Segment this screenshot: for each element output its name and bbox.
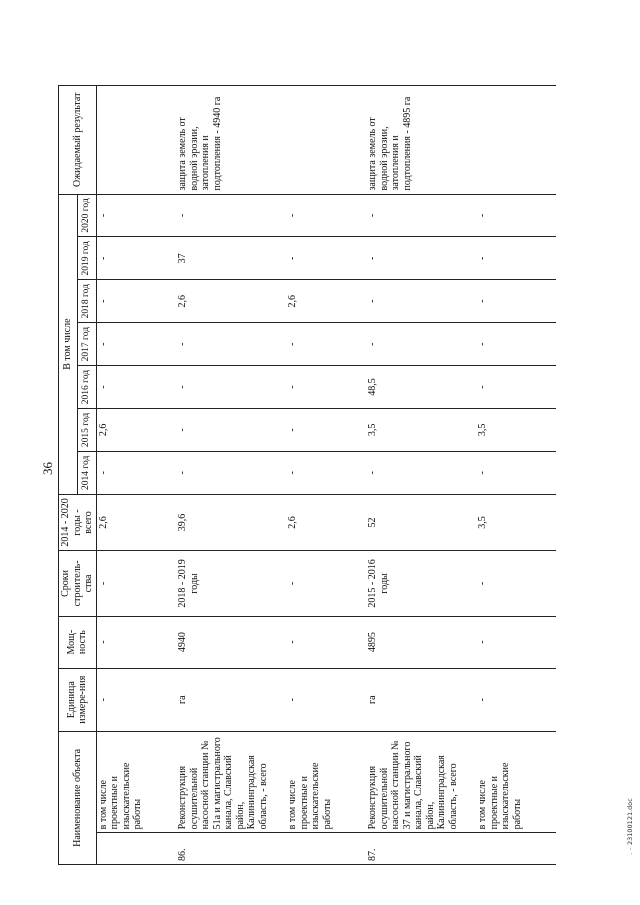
capacity: - [476,616,556,668]
expected-result: защита земель от водной эрозии, затопления и подтопления - 4940 га [176,86,286,195]
expected-result: защита земель от водной эрозии, затопления и подтопления - 4895 га [366,86,476,195]
expected-result [96,86,176,195]
header-total: 2014 - 2020 годы - всего [59,494,97,550]
year-value: - [96,237,176,280]
header-object-name: Наименование объекта [59,731,97,864]
year-value: - [476,237,556,280]
year-value: 2,6 [96,408,176,451]
row-number [286,833,366,865]
year-value: - [366,237,476,280]
year-value: - [96,451,176,494]
terms: - [286,551,366,616]
row-number [96,833,176,865]
header-year-2015: 2015 год [78,408,96,451]
capacity: 4895 [366,616,476,668]
table-row [476,86,556,865]
year-value: 37 [176,237,286,280]
header-construction-terms: Сроки строитель-ства [59,551,97,616]
scan-mark: · ⁻ [628,847,636,855]
year-value: - [366,323,476,366]
unit: га [176,668,286,731]
year-value: 3,5 [476,408,556,451]
object-name: в том числе проектные и изыскательские работы [476,731,556,833]
year-value: - [476,280,556,323]
row-number: 87. [366,833,476,865]
year-value: - [286,237,366,280]
capacity: 4940 [176,616,286,668]
year-value: - [176,323,286,366]
year-value: - [476,451,556,494]
header-unit: Единица измере-ния [59,668,97,731]
unit: - [476,668,556,731]
year-value: - [286,323,366,366]
header-year-2016: 2016 год [78,366,96,409]
table-row [286,86,366,865]
terms: 2015 - 2016 годы [366,551,476,616]
year-value: - [476,194,556,237]
total: 52 [366,494,476,550]
year-value: - [96,366,176,409]
year-value: 2,6 [176,280,286,323]
year-value: - [476,323,556,366]
header-in-that-number: В том числе [59,194,78,494]
table-row [366,86,476,865]
table-row [96,86,176,865]
year-value: - [176,194,286,237]
terms: 2018 - 2019 годы [176,551,286,616]
year-value: - [96,280,176,323]
total: 2,6 [96,494,176,550]
expected-result [286,86,366,195]
object-name: в том числе проектные и изыскательские работы [96,731,176,833]
unit: га [366,668,476,731]
header-year-2018: 2018 год [78,280,96,323]
year-value: - [176,451,286,494]
year-value: - [96,323,176,366]
capacity: - [96,616,176,668]
terms: - [476,551,556,616]
table-row [176,86,286,865]
year-value: - [176,366,286,409]
year-value: 2,6 [286,280,366,323]
header-year-2019: 2019 год [78,237,96,280]
year-value: - [176,408,286,451]
page-number: 36 [40,462,55,475]
year-value: 3,5 [366,408,476,451]
year-value: 48,5 [366,366,476,409]
row-number: 86. [176,833,286,865]
row-number [476,833,556,865]
year-value: - [286,194,366,237]
header-year-2020: 2020 год [78,194,96,237]
header-year-2017: 2017 год [78,323,96,366]
total: 3,5 [476,494,556,550]
year-value: - [366,194,476,237]
object-name: Реконструкция осушительной насосной станции № 37 и магистрального канала, Славский район, Калининградская область, - всего [366,731,476,833]
year-value: - [366,280,476,323]
year-value: - [366,451,476,494]
unit: - [286,668,366,731]
unit: - [96,668,176,731]
header-year-2014: 2014 год [78,451,96,494]
year-value: - [286,408,366,451]
year-value: - [96,194,176,237]
document-file-reference: 23100121.doc [626,798,634,845]
object-name: в том числе проектные и изыскательские работы [286,731,366,833]
year-value: - [286,366,366,409]
header-capacity: Мощ-ность [59,616,97,668]
capacity: - [286,616,366,668]
construction-objects-table [58,85,556,865]
total: 2,6 [286,494,366,550]
year-value: - [476,366,556,409]
expected-result [476,86,556,195]
object-name: Реконструкция осушительной насосной станции № 51а и магистрального канала, Славский район, Калининградская область, - всего [176,731,286,833]
terms: - [96,551,176,616]
year-value: - [286,451,366,494]
header-expected-result: Ожидаемый результат [59,86,97,195]
total: 39,6 [176,494,286,550]
